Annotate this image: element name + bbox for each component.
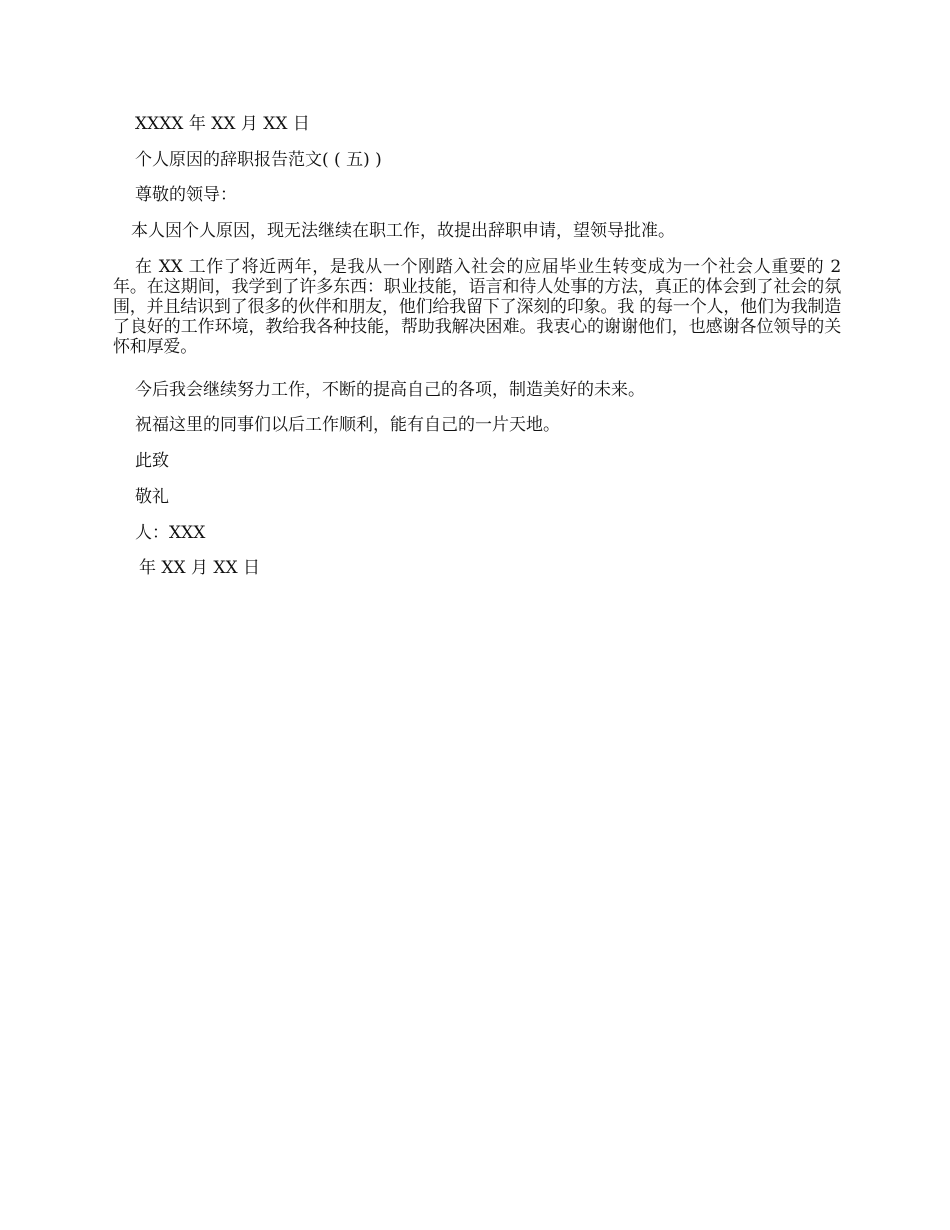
- date-top: XXXX 年 XX 月 XX 日: [135, 114, 310, 134]
- salutation: 尊敬的领导：: [135, 185, 237, 205]
- letter-title: 个人原因的辞职报告范文( ( 五) ): [135, 150, 382, 170]
- date-bottom: 年 XX 月 XX 日: [139, 558, 261, 578]
- closing-line-1: 此致: [135, 451, 169, 471]
- paragraph-1: 本人因个人原因，现无法继续在职工作，故提出辞职申请，望领导批准。: [131, 221, 675, 241]
- paragraph-3: 今后我会继续努力工作，不断的提高自己的各项，制造美好的未来。: [135, 380, 645, 400]
- closing-line-2: 敬礼: [135, 487, 169, 507]
- signer: 人：XXX: [135, 523, 206, 543]
- paragraph-2: 在 XX 工作了将近两年，是我从一个刚踏入社会的应届毕业生转变成为一个社会人重要的 2 年。在这期间，我学到了许多东西：职业技能，语言和待人处事的方法，真正的体会到了社会的氛围，并且结识到了很多的伙伴和朋友，他们给我留下了深刻的印象。我 的每一个人，他们为我制造了良好的工作环境，教给我各种技能，帮助我解决困难。我衷心的谢谢他们，也感谢各位领导的关怀和厚爱。: [113, 257, 841, 357]
- paragraph-4: 祝福这里的同事们以后工作顺利，能有自己的一片天地。: [135, 415, 560, 435]
